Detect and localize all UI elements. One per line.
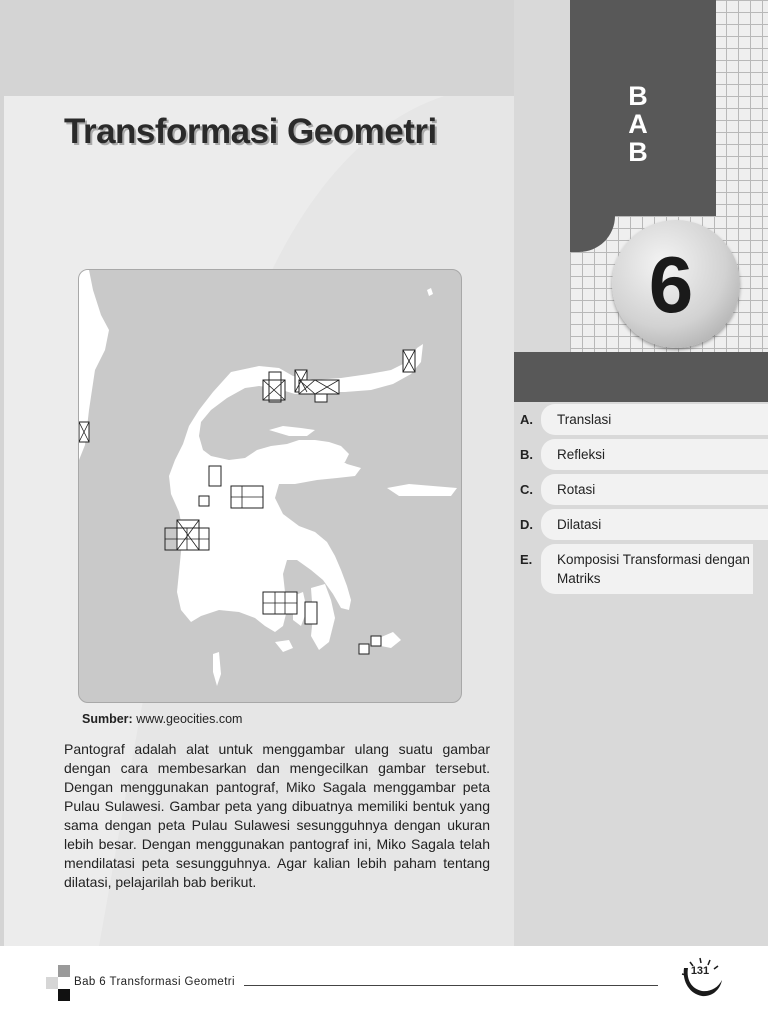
toc-label: Komposisi Transformasi dengan Matriks: [541, 544, 753, 594]
intro-paragraph: Pantograf adalah alat untuk menggambar ulang suatu gambar dengan cara membesarkan dan mengecilkan gambar tersebut. Dengan menggunakan pantograf, Miko Sagala menggambar peta Pulau Sulawesi. Gambar peta yang dibuatnya memiliki bentuk yang sama dengan peta Pulau Sulawesi sesungguhnya dengan ukuran lebih besar. Dengan menggunakan pantograf ini, Miko Sagala telah mendilatasi peta sesungguhnya. Agar kalian lebih paham tentang dilatasi, pelajarilah bab berikut.: [64, 741, 490, 890]
bab-letter: A: [628, 109, 648, 139]
small-island: [427, 288, 433, 296]
toc-letter: E.: [520, 552, 533, 567]
sulawesi-map: [79, 270, 461, 702]
toc-letter: C.: [520, 482, 533, 497]
footer-divider: [244, 985, 658, 986]
toc-letter: D.: [520, 517, 533, 532]
toc-label: Dilatasi: [541, 509, 768, 540]
figure-source: [82, 712, 242, 726]
bab-letter: B: [628, 81, 648, 111]
selayar-island: [213, 652, 221, 686]
toc-header-band: [514, 352, 768, 402]
footer-square: [58, 989, 70, 1001]
small-island: [379, 632, 401, 648]
bab-label: [612, 82, 664, 166]
footer-square: [58, 965, 70, 977]
top-band: [0, 0, 570, 96]
page-badge-icon: [676, 956, 726, 1000]
toc-label: Refleksi: [541, 439, 768, 470]
table-of-contents: [514, 402, 768, 604]
toc-label: Translasi: [541, 404, 768, 435]
kabaena-island: [275, 640, 293, 652]
page-number: 131: [690, 965, 710, 977]
sulawesi-map-figure: [78, 269, 462, 703]
footer-chapter-label: Bab 6 Transformasi Geometri: [74, 976, 235, 988]
toc-letter: A.: [520, 412, 533, 427]
bab-letter: B: [628, 137, 648, 167]
source-label: Sumber:: [82, 712, 133, 726]
source-url: www.geocities.com: [136, 712, 243, 726]
chapter-number: 6: [648, 240, 694, 329]
page-title: Transformasi Geometri: [64, 112, 437, 151]
toc-letter: B.: [520, 447, 533, 462]
footer-square: [46, 977, 58, 989]
togian-islands: [269, 426, 315, 436]
sula-island: [387, 484, 457, 496]
toc-label: Rotasi: [541, 474, 768, 505]
